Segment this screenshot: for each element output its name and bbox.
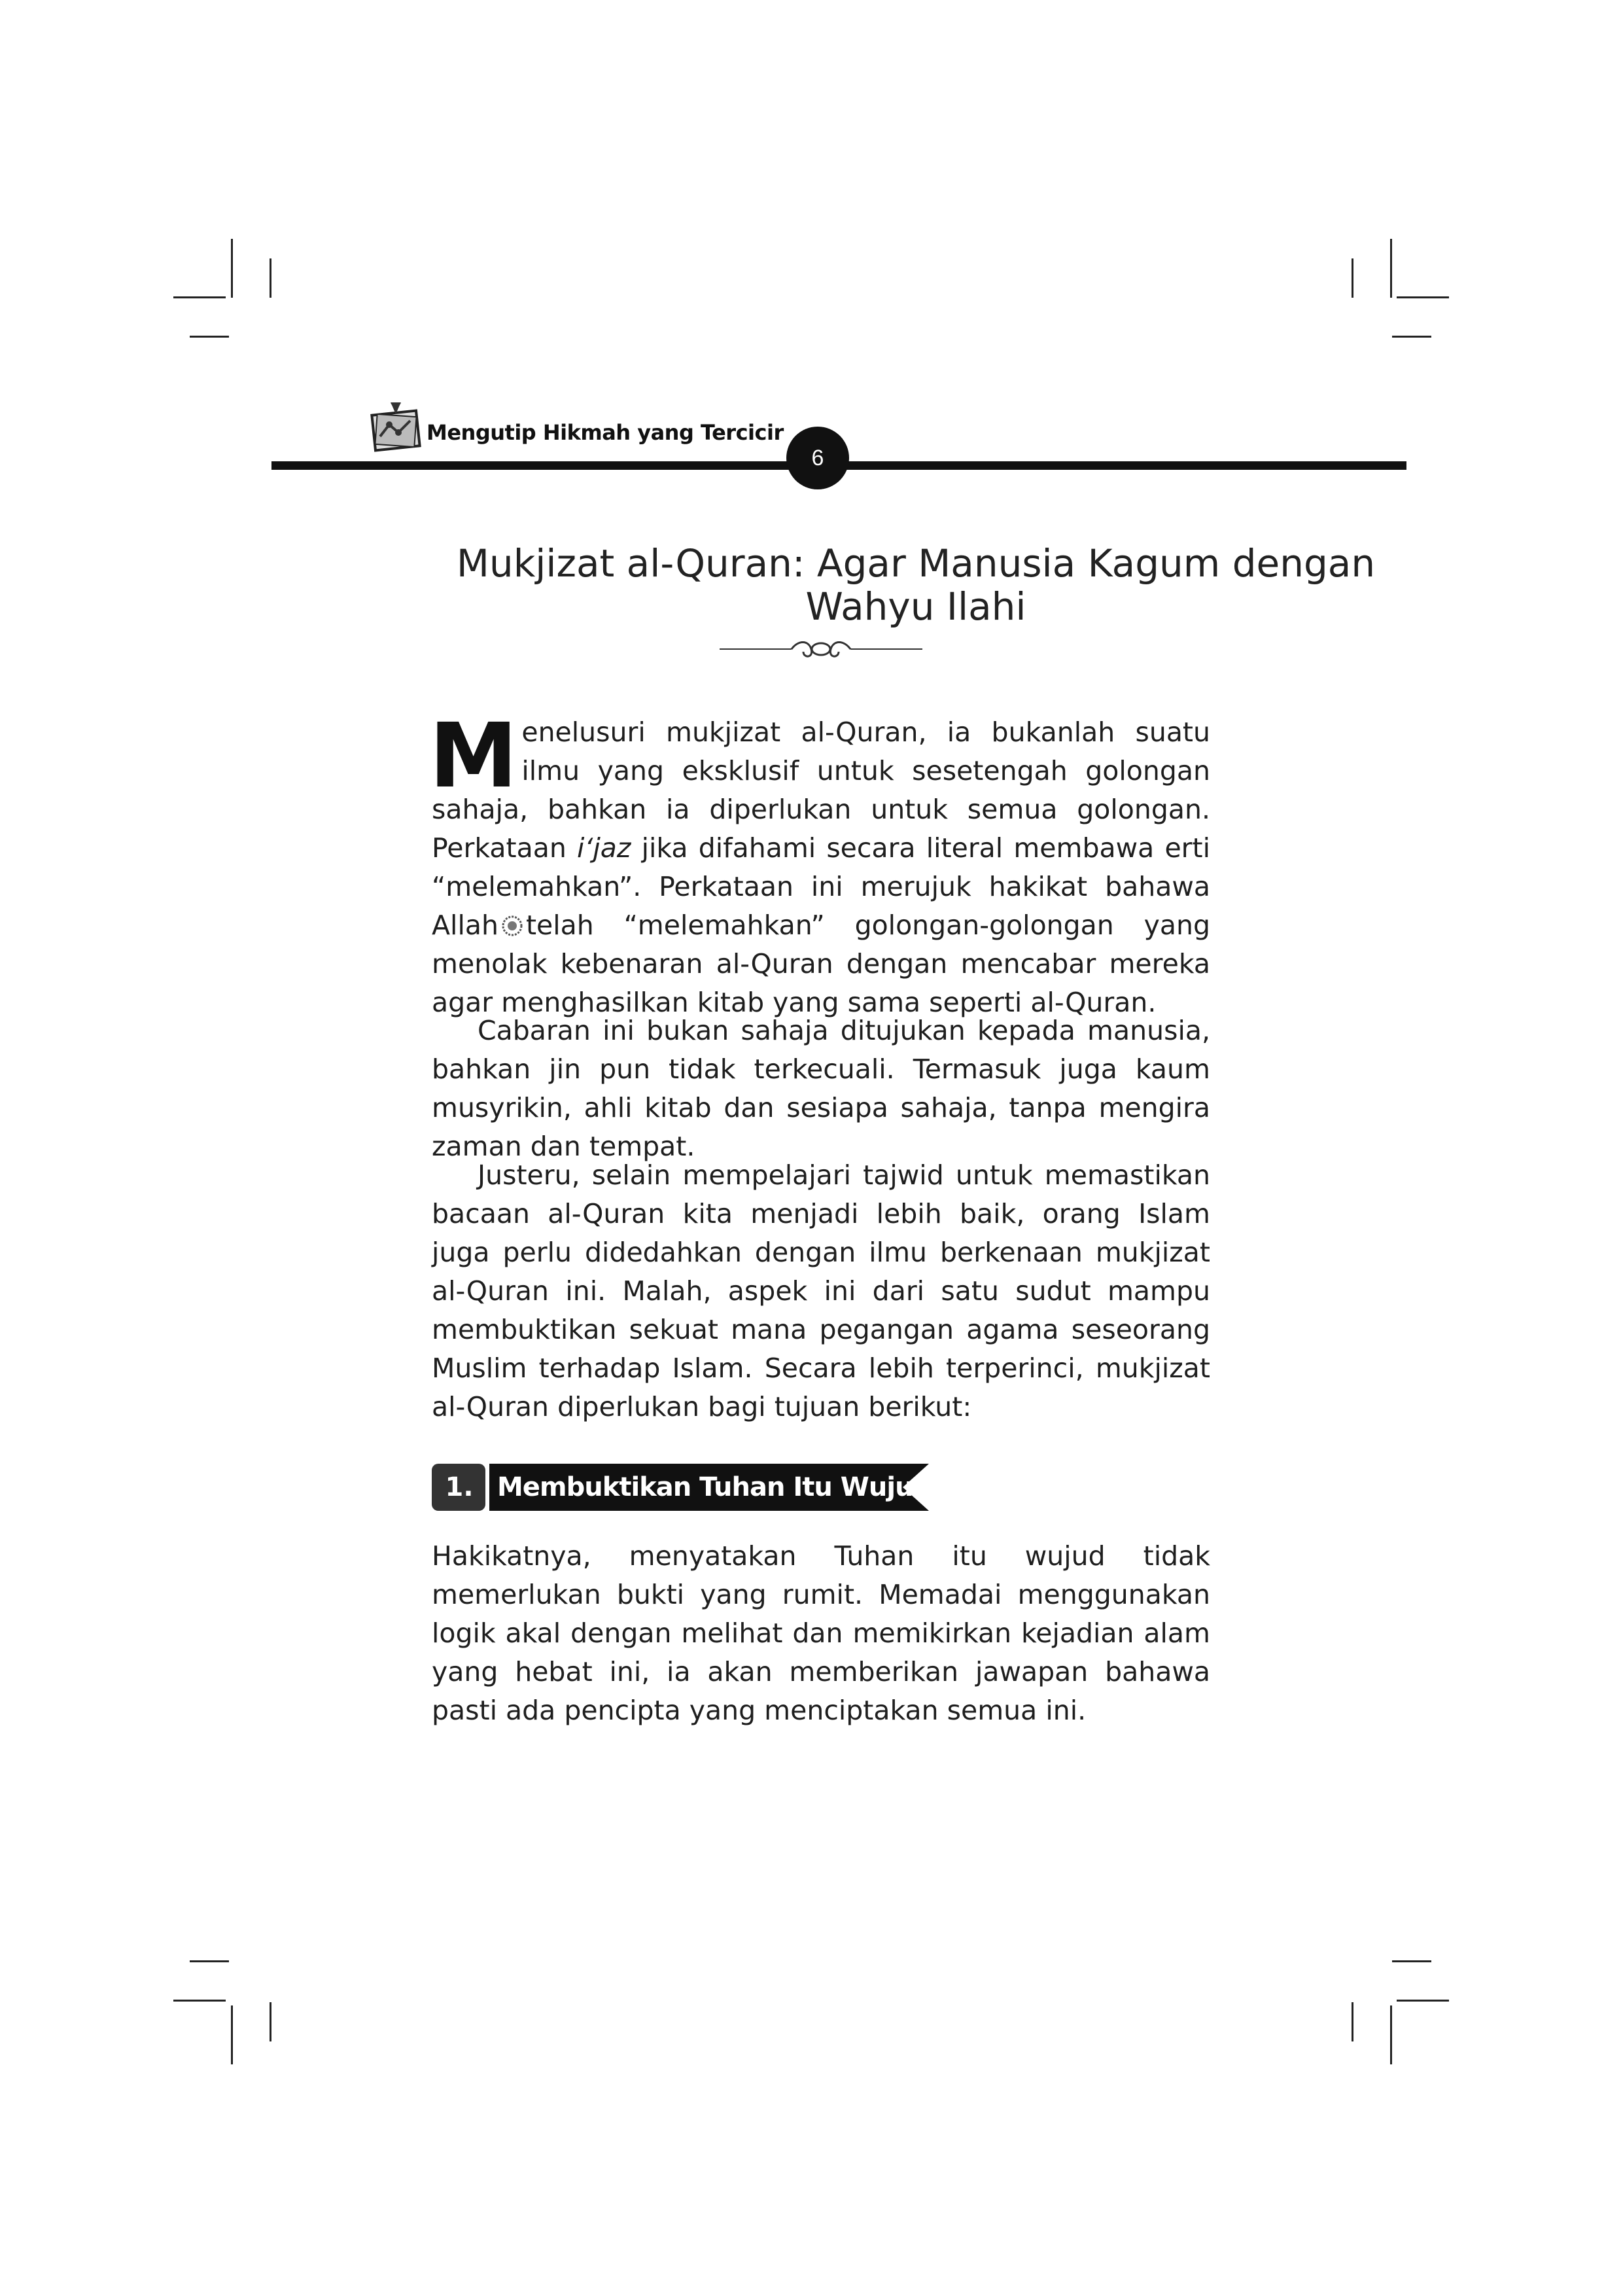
paragraph-intro-part1: enelusuri mukjizat al-Quran, ia bukanlah suatu ilmu yang eksklusif untuk sesetengah golongan sahaja, bahkan ia diperlukan untuk semua golongan. Perkataan (432, 716, 1210, 864)
crop-mark (190, 1960, 229, 1962)
drop-cap: M (429, 705, 518, 808)
flourish-ornament-icon (720, 638, 922, 660)
chapter-title-line2: Wahyu Ilahi (805, 584, 1026, 629)
paragraph-challenge: Cabaran ini bukan sahaja ditujukan kepada manusia, bahkan jin pun tidak terkecuali. Termasuk juga kaum musyrikin, ahli kitab dan sesiapa sahaja, tanpa mengira zaman dan tempat. (432, 1015, 1210, 1162)
crop-mark (1390, 2005, 1392, 2064)
crop-mark (1392, 1960, 1431, 1962)
paragraph-intro (429, 705, 1210, 1022)
book-map-icon (370, 402, 422, 452)
honorific-glyph-icon (501, 915, 523, 937)
page-number: 6 (786, 427, 849, 489)
crop-mark (231, 2005, 233, 2064)
paragraph-intro-part3: telah “melemahkan” golongan-golongan yang menolak kebenaran al-Quran dengan mencabar mereka agar menghasilkan kitab yang sama seperti al-Quran. (432, 910, 1210, 1018)
chapter-title (366, 542, 1465, 628)
crop-mark (173, 2000, 226, 2002)
italic-term: i‘jaz (576, 832, 631, 864)
crop-mark (190, 336, 229, 338)
section-number: 1. (445, 1472, 474, 1502)
paragraph-god-exists: Hakikatnya, menyatakan Tuhan itu wujud tidak memerlukan bukti yang rumit. Memadai menggunakan logik akal dengan melihat dan memikirkan kejadian alam yang hebat ini, ia akan memberikan jawapan bahawa pasti ada pencipta yang menciptakan semua ini. (432, 1540, 1210, 1726)
crop-mark (1397, 296, 1449, 298)
paragraph-intro-part2: jika difahami secara literal membawa erti “melemahkan”. Perkataan ini merujuk hakikat bahawa Allah (432, 832, 1210, 941)
crop-mark (1392, 336, 1431, 338)
crop-mark (173, 296, 226, 298)
section-title: Membuktikan Tuhan Itu Wujud (497, 1472, 932, 1502)
crop-mark (1390, 239, 1392, 298)
running-title: Mengutip Hikmah yang Tercicir (427, 420, 784, 445)
crop-mark (1397, 2000, 1449, 2002)
crop-mark (1352, 258, 1353, 298)
crop-mark (270, 2002, 271, 2041)
paragraph-purpose: Justeru, selain mempelajari tajwid untuk memastikan bacaan al-Quran kita menjadi lebih baik, orang Islam juga perlu didedahkan dengan ilmu berkenaan mukjizat al-Quran ini. Malah, aspek ini dari satu sudut mampu membuktikan sekuat mana pegangan agama seseorang Muslim terhadap Islam. Secara lebih terperinci, mukjizat al-Quran diperlukan bagi tujuan berikut: (432, 1159, 1210, 1422)
chapter-title-line1: Mukjizat al-Quran: Agar Manusia Kagum dengan (456, 541, 1376, 586)
crop-mark (1352, 2002, 1353, 2041)
crop-mark (270, 258, 271, 298)
crop-mark (231, 239, 233, 298)
